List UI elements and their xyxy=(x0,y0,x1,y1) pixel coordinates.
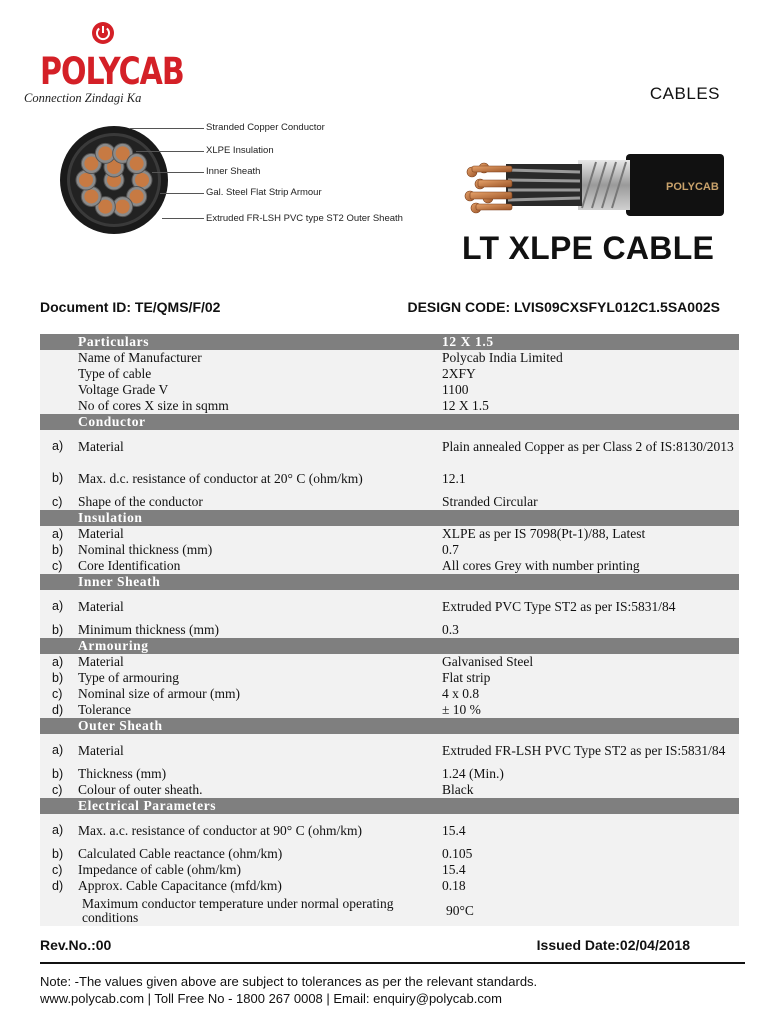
issued-date: Issued Date:02/04/2018 xyxy=(536,937,690,953)
section-electrical: Electrical Parameters xyxy=(40,798,739,814)
brand-name: POLYCAB xyxy=(40,50,184,94)
cross-section-illustration xyxy=(58,118,168,238)
specification-table xyxy=(40,334,739,926)
table-row: c) Impedance of cable (ohm/km) 15.4 xyxy=(40,862,739,878)
callout-insulation: XLPE Insulation xyxy=(206,145,274,156)
cable-photo xyxy=(458,150,726,222)
section-conductor: Conductor xyxy=(40,414,739,430)
callout-conductor: Stranded Copper Conductor xyxy=(206,122,325,133)
table-row: Maximum conductor temperature under normal operating conditions 90°C xyxy=(40,894,739,926)
table-row: Type of cable 2XFY xyxy=(40,366,739,382)
footer-contact: www.polycab.com | Toll Free No - 1800 267 0008 | Email: enquiry@polycab.com xyxy=(40,991,502,1006)
design-code: DESIGN CODE: LVIS09CXSFYL012C1.5SA002S xyxy=(407,299,720,315)
table-header-row xyxy=(40,334,739,350)
revision-number: Rev.No.:00 xyxy=(40,937,112,953)
table-row: d) Tolerance ± 10 % xyxy=(40,702,739,718)
table-row: c) Colour of outer sheath. Black xyxy=(40,782,739,798)
table-row: Name of Manufacturer Polycab India Limited xyxy=(40,350,739,366)
table-row: b) Minimum thickness (mm) 0.3 xyxy=(40,622,739,638)
table-row: d) Approx. Cable Capacitance (mfd/km) 0.18 xyxy=(40,878,739,894)
table-row: No of cores X size in sqmm 12 X 1.5 xyxy=(40,398,739,414)
section-inner-sheath: Inner Sheath xyxy=(40,574,739,590)
section-insulation: Insulation xyxy=(40,510,739,526)
table-row: a) Max. a.c. resistance of conductor at 90° C (ohm/km) 15.4 xyxy=(40,814,739,846)
table-row: a) Material XLPE as per IS 7098(Pt-1)/88, Latest xyxy=(40,526,739,542)
table-row: Voltage Grade V 1100 xyxy=(40,382,739,398)
table-row: c) Nominal size of armour (mm) 4 x 0.8 xyxy=(40,686,739,702)
table-row: a) Material Plain annealed Copper as per Class 2 of IS:8130/2013 xyxy=(40,430,739,462)
callout-inner-sheath: Inner Sheath xyxy=(206,166,261,177)
table-row: c) Shape of the conductor Stranded Circular xyxy=(40,494,739,510)
table-row: a) Material Extruded FR-LSH PVC Type ST2 as per IS:5831/84 xyxy=(40,734,739,766)
power-icon xyxy=(92,22,114,44)
table-row: b) Nominal thickness (mm) 0.7 xyxy=(40,542,739,558)
table-row: b) Thickness (mm) 1.24 (Min.) xyxy=(40,766,739,782)
product-title: LT XLPE CABLE xyxy=(462,230,715,266)
header-label: Particulars xyxy=(78,334,150,349)
table-row: b) Type of armouring Flat strip xyxy=(40,670,739,686)
table-row: b) Max. d.c. resistance of conductor at 20° C (ohm/km) 12.1 xyxy=(40,462,739,494)
table-row: a) Material Galvanised Steel xyxy=(40,654,739,670)
category-label: CABLES xyxy=(649,84,720,103)
callout-outer-sheath: Extruded FR-LSH PVC type ST2 Outer Sheath xyxy=(206,213,403,224)
section-armouring: Armouring xyxy=(40,638,739,654)
table-row: c) Core Identification All cores Grey with number printing xyxy=(40,558,739,574)
header-value: 12 X 1.5 xyxy=(442,334,494,349)
table-row: a) Material Extruded PVC Type ST2 as per IS:5831/84 xyxy=(40,590,739,622)
footer-divider xyxy=(40,962,745,964)
footer-note: Note: -The values given above are subject to tolerances as per the relevant standards. xyxy=(40,974,538,989)
cable-cross-section xyxy=(58,118,418,238)
callout-armour: Gal. Steel Flat Strip Armour xyxy=(206,187,322,198)
section-outer-sheath: Outer Sheath xyxy=(40,718,739,734)
brand-tagline: Connection Zindagi Ka xyxy=(24,91,142,105)
document-id: Document ID: TE/QMS/F/02 xyxy=(40,299,221,315)
cable-marking: POLYCAB xyxy=(666,181,719,193)
table-row: b) Calculated Cable reactance (ohm/km) 0.105 xyxy=(40,846,739,862)
polycab-logo xyxy=(22,20,192,110)
